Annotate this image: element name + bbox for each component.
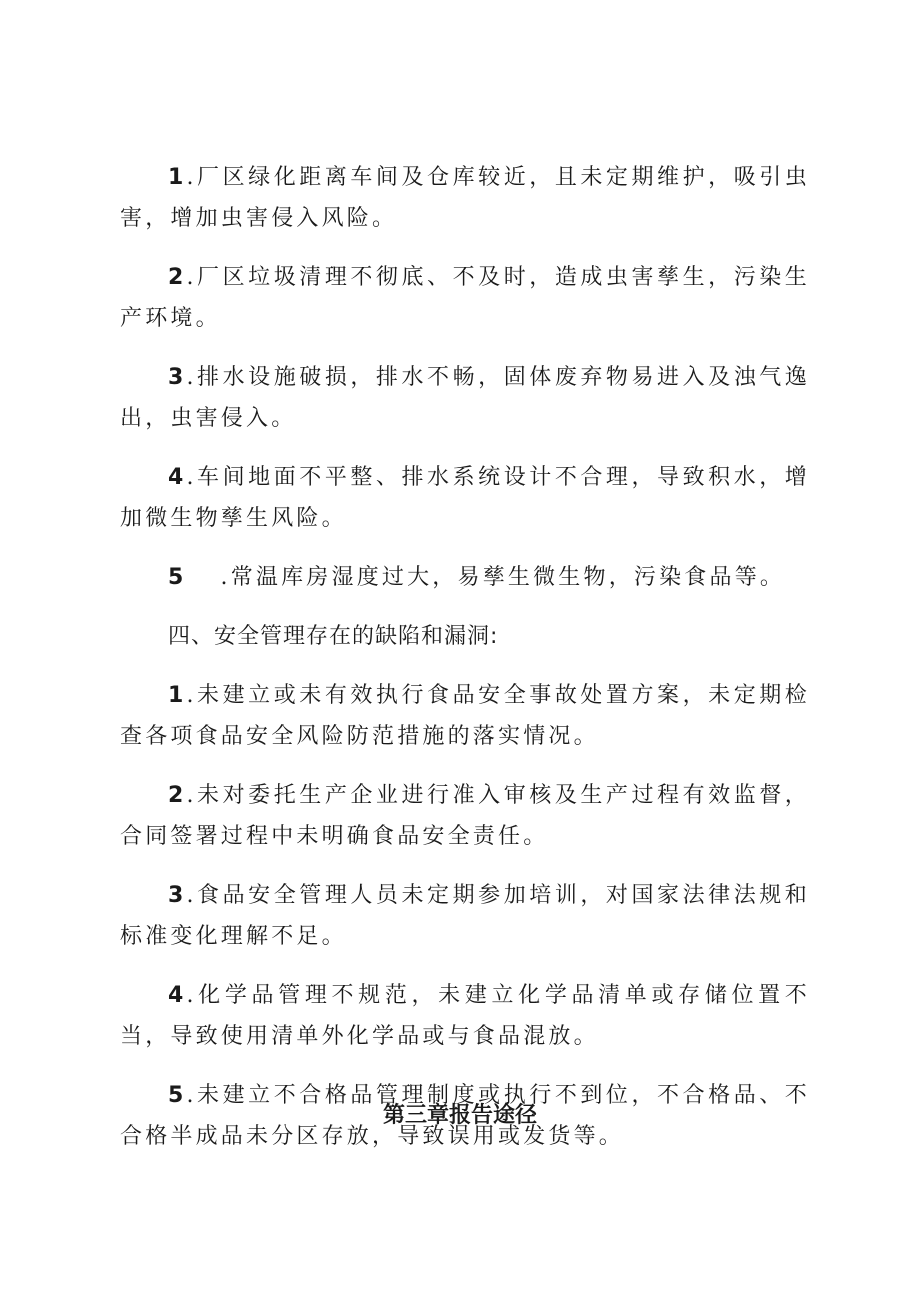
list-item-a4 [120,457,810,539]
item-number: 2 [168,783,187,808]
item-text: .车间地面不平整、排水系统设计不合理，导致积水，增加微生物孳生风险。 [120,465,810,531]
list-item-a1 [120,157,810,239]
document-body [120,157,810,1175]
item-text: .化学品管理不规范，未建立化学品清单或存储位置不当，导致使用清单外化学品或与食品混放。 [120,983,810,1049]
item-number: 2 [168,265,187,290]
item-text: .未建立或未有效执行食品安全事故处置方案，未定期检查各项食品安全风险防范措施的落实情况。 [120,683,810,749]
item-text: .常温库房湿度过大，易孳生微生物，污染食品等。 [220,565,786,590]
item-text: .排水设施破损，排水不畅，固体废弃物易进入及浊气逸出，虫害侵入。 [120,365,810,431]
item-text: .厂区垃圾清理不彻底、不及时，造成虫害孳生，污染生产环境。 [120,265,810,331]
list-item-b1 [120,675,810,757]
list-item-a5 [120,557,810,598]
item-text: .食品安全管理人员未定期参加培训，对国家法律法规和标准变化理解不足。 [120,883,810,949]
item-number: 4 [168,465,187,490]
list-item-a3 [120,357,810,439]
item-text: .未建立不合格品管理制度或执行不到位，不合格品、不合格半成品未分区存放，导致误用或发货等。 [120,1083,810,1149]
item-number: 4 [168,983,187,1008]
list-item-a2 [120,257,810,339]
item-number: 3 [168,365,187,390]
item-number: 5 [168,565,187,590]
section-heading: 四、安全管理存在的缺陷和漏洞: [168,624,499,649]
item-text: .未对委托生产企业进行准入审核及生产过程有效监督，合同签署过程中未明确食品安全责任。 [120,783,810,849]
item-text: .厂区绿化距离车间及仓库较近，且未定期维护，吸引虫害，增加虫害侵入风险。 [120,165,810,231]
list-item-b3 [120,875,810,957]
list-item-b2 [120,775,810,857]
item-number: 1 [168,165,187,190]
list-item-b4 [120,975,810,1057]
item-number: 5 [168,1083,187,1108]
chapter-title: 第三章报告途径 [382,1103,537,1128]
item-number: 1 [168,683,187,708]
item-number: 3 [168,883,187,908]
